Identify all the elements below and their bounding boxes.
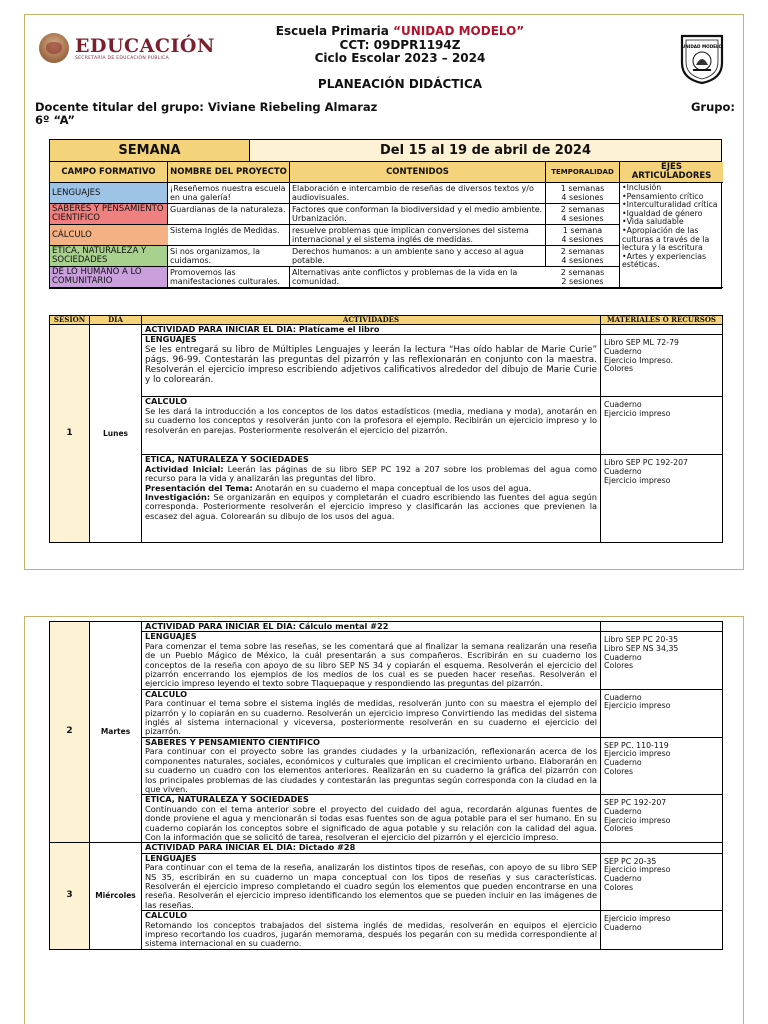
group-value: 6º “A” [35, 113, 75, 127]
materials-cell: SEP PC. 110-119 Ejercicio impreso Cuaderno Colores [601, 737, 723, 794]
activity-block [142, 632, 601, 689]
contenido-cell: Derechos humanos: a un ambiente sano y acceso al agua potable. [290, 246, 546, 267]
subject-title: CALCULO [145, 910, 188, 921]
temporalidad-cell: 2 semanas 2 sesiones [546, 267, 620, 288]
week-dates: Del 15 al 19 de abril de 2024 [250, 140, 721, 161]
activity-text: Para comenzar el tema sobre las reseñas, se les comentará que al finalizar la semana realizarán una reseña de un Pueblo Mágico de México, la cuál presentarán a sus compañeros. Escribirán en su cuaderno los conceptos de la reseña con apoyo de su libro SEP NS 34 y copiarán el esquema. Resolverán el ejercicio del pizarrón encerrando los ejemplos de los medios de los cual es se pueden hacer reseñas. Resolverán el ejercicio impreso leyendo el texto sobre Tlaquepaque y respondiendo las preguntas del pizarrón. [145, 640, 597, 689]
header-sesion: SESIÓN [50, 316, 90, 325]
subject-title: CALCULO [145, 688, 188, 699]
subject-title: ETICA, NATURALEZA Y SOCIEDADES [145, 794, 309, 805]
activity-text: Actividad Inicial: Leerán las páginas de su libro SEP PC 192 a 207 sobre los problemas del agua como recurso para la vida y analizarán las preguntas del libro. [145, 463, 597, 484]
eje-item: • Igualdad de género [622, 210, 721, 219]
proyecto-cell: Sistema Inglés de Medidas. [168, 225, 290, 246]
activity-text: Continuando con el tema anterior sobre el proyecto del cuidado del agua, recordarán algunas fuentes de donde proviene el agua y mencionarán si todas esas fuentes son de agua potable para el ser humano. En su cuaderno copiarán los conceptos sobre el significado de agua potable y su relación con la calidad del agua. Con la información que se solicitó de tarea, resolveran el ejercicio del pizarrón y el ejercicio impreso. [145, 803, 597, 842]
activity-text: Investigación: Se organizarán en equipos y completarán el cuadro escribiendo las fuentes del agua según corresponda. Posteriormente resolverán el ejercicio impreso y clasificarán las acciones que previenen la escasez del agua. Colorearán su dibujo de los usos del agua. [145, 492, 597, 521]
materials-cell [601, 325, 723, 335]
temporalidad-cell: 2 semanas 4 sesiones [546, 204, 620, 225]
week-label: SEMANA [50, 140, 250, 161]
campo-saberes: SABERES Y PENSAMIENTO CIENTIFICO [50, 204, 168, 225]
header-materiales: MATERIALES O RECURSOS [601, 316, 723, 325]
materials-cell [601, 843, 723, 853]
plan-title: PLANEACIÓN DIDÁCTICA [317, 76, 483, 91]
materials-cell: SEP PC 20-35 Ejercicio impreso Cuaderno Colores [601, 853, 723, 910]
materials-cell: Ejercicio impreso Cuaderno [601, 911, 723, 950]
materials-cell: Libro SEP PC 192-207 Cuaderno Ejercicio impreso [601, 455, 723, 543]
subject-title: ETICA, NATURALEZA Y SOCIEDADES [145, 454, 309, 465]
document-page-2 [24, 616, 744, 1024]
activity-text: Para continuar con el proyecto sobre las grandes ciudades y la urbanización, reflexionarán acerca de los componentes naturales, sociales, económicos y culturales que implican el crecimiento urbano. Elaborarán en su cuaderno un cuadro con los elementos anteriores. Realizarán en su cuaderno la gráfica del pizarrón con los principales problemas de las ciudades y contestarán las preguntas según corresponda con la ciudad en la que viven. [145, 746, 597, 794]
activity-block [142, 911, 601, 950]
subject-title: CALCULO [145, 396, 188, 407]
eje-item: • Inclusión [622, 184, 721, 193]
materials-cell: Libro SEP PC 20-35 Libro SEP NS 34,35 Cuaderno Colores [601, 632, 723, 689]
activity-block [142, 335, 601, 397]
activities-table-day2 [49, 621, 723, 950]
document-page-1 [24, 14, 744, 570]
activity-block [142, 853, 601, 910]
summary-table [49, 139, 722, 289]
header-ejes: EJES ARTICULADORES [620, 162, 723, 183]
materials-cell: Libro SEP ML 72-79 Cuaderno Ejercicio Impreso. Colores [601, 335, 723, 397]
contenido-cell: Factores que conforman la biodiversidad y el medio ambiente. Urbanización. [290, 204, 546, 225]
activity-text: Presentación del Tema: Anotarán en su cuaderno el mapa conceptual de los usos del agua. [145, 482, 532, 493]
teacher-line [35, 101, 735, 127]
start-activity: ACTIVIDAD PARA INICIAR EL DIA: Platícame el libro [142, 325, 601, 335]
school-crest-icon [679, 33, 725, 85]
proyecto-cell: Si nos organizamos, la cuidamos. [168, 246, 290, 267]
group-label: Grupo: [690, 100, 735, 114]
materials-cell: SEP PC 192-207 Cuaderno Ejercicio impreso Colores [601, 795, 723, 843]
proyecto-cell: ¡Reseñemos nuestra escuela en una galería! [168, 183, 290, 204]
eje-item: • Interculturalidad crítica [622, 201, 721, 210]
campo-humano: DE LO HUMANO A LO COMUNITARIO [50, 267, 168, 288]
day-name: Martes [90, 622, 142, 843]
subject-title: SABERES Y PENSAMIENTO CIENTIFICO [145, 736, 320, 747]
proyecto-cell: Guardianas de la naturaleza. [168, 204, 290, 225]
subject-title: LENGUAJES [145, 631, 197, 642]
ejes-articuladores-list [620, 183, 723, 288]
activity-text: Retomando los conceptos trabajados del sistema inglés de medidas, resolverán en equipos el ejercicio impreso recortando los cuadros, jugarán memorama, después los pegarán con su medida correspondiente al sistema internacional en su cuaderno. [145, 919, 597, 949]
activity-text: Se les entregará su libro de Múltiples Lenguajes y leerán la lectura “Has oído hablar de Marie Curie” págs. 96-99. Contestarán las preguntas del pizarrón y las reflexionarán en conjunto con la maestra. Resolverán el ejercicio impreso escribiendo adjetivos calificativos alrededor del dibujo de Marie Curie y lo colorearán. [145, 344, 597, 386]
activity-block [142, 795, 601, 843]
activity-block [142, 737, 601, 794]
activity-block [142, 689, 601, 737]
session-number: 1 [50, 325, 90, 543]
school-prefix: Escuela Primaria [275, 24, 389, 38]
contenido-cell: resuelve problemas que implican conversiones del sistema internacional y el sistema inglés de medidas. [290, 225, 546, 246]
school-cycle: Ciclo Escolar 2023 – 2024 [314, 51, 486, 65]
campo-etica: ETICA, NATURALEZA Y SOCIEDADES [50, 246, 168, 267]
header-temporalidad: TEMPORALIDAD [546, 162, 620, 183]
temporalidad-cell: 1 semanas 4 sesiones [546, 183, 620, 204]
eje-item: • Vida saludable [622, 218, 721, 227]
teacher-name: Docente titular del grupo: Viviane Riebeling Almaraz [35, 100, 378, 114]
school-header [235, 25, 565, 91]
subject-title: LENGUAJES [145, 334, 197, 345]
campo-calculo: CÁLCULO [50, 225, 168, 246]
subject-title: LENGUAJES [145, 852, 197, 863]
crest-label: UNIDAD MODELO [681, 44, 723, 49]
header-campo: CAMPO FORMATIVO [50, 162, 168, 183]
header-actividades: ACTIVIDADES [142, 316, 601, 325]
eagle-emblem-icon [39, 33, 69, 63]
materials-cell: Cuaderno Ejercicio impreso [601, 689, 723, 737]
activity-text: Para continuar el tema sobre el sistema inglés de medidas, resolverán junto con su maestra el ejemplo del pizarrón y lo copiarán en su cuaderno. Resolverán un ejercicio impreso Convirtiendo las medidas del sistema inglés al sistema internacional y viceversa, posteriormente resolverán en su cuaderno el ejercicio del pizarrón. [145, 698, 597, 737]
materials-cell: Cuaderno Ejercicio impreso [601, 397, 723, 455]
temporalidad-cell: 1 semana 4 sesiones [546, 225, 620, 246]
header-contenidos: CONTENIDOS [290, 162, 546, 183]
eje-item: • Artes y experiencias estéticas. [622, 253, 721, 270]
activity-block [142, 397, 601, 455]
activity-text: Para continuar con el tema de la reseña, analizarán los distintos tipos de reseñas, con apoyo de su libro SEP NS 35, escribirán en su cuaderno un mapa conceptual con los tipos de reseñas y sus características. Resolverán el ejercicio impreso completando el cuadro según los elementos que pueden encontrarse en una reseña. Resolverán el ejercicio impreso identificando los elementos que se pueden incluir en las imágenes de las reseñas. [145, 862, 597, 910]
activities-table-day1 [49, 315, 723, 543]
start-activity: ACTIVIDAD PARA INICIAR EL DIA: Cálculo mental #22 [142, 622, 601, 632]
eje-item: • Pensamiento crítico [622, 193, 721, 202]
contenido-cell: Alternativas ante conflictos y problemas de la vida en la comunidad. [290, 267, 546, 288]
temporalidad-cell: 2 semanas 4 sesiones [546, 246, 620, 267]
proyecto-cell: Promovemos las manifestaciones culturales. [168, 267, 290, 288]
activity-text: Se les dará la introducción a los conceptos de los datos estadísticos (media, mediana y moda), anotarán en su cuaderno los conceptos y resolverán junto con la profesora el ejemplo. Recibirán un ejercicio impreso y lo resolverán en parejas. Posteriormente resolverán el ejercicio del pizarrón. [145, 405, 597, 435]
cct-code: CCT: 09DPR1194Z [339, 37, 461, 52]
sep-logo [39, 33, 215, 63]
header-dia: DIA [90, 316, 142, 325]
activity-block [142, 455, 601, 543]
school-name: “UNIDAD MODELO” [393, 24, 525, 38]
logo-title: EDUCACIÓN [75, 34, 215, 57]
contenido-cell: Elaboración e intercambio de reseñas de diversos textos y/o audiovisuales. [290, 183, 546, 204]
session-number: 2 [50, 622, 90, 843]
eje-item: • Apropiación de las culturas a través de la lectura y la escritura [622, 227, 721, 253]
day-name: Miércoles [90, 843, 142, 949]
day-name: Lunes [90, 325, 142, 543]
start-activity: ACTIVIDAD PARA INICIAR EL DIA: Dictado #28 [142, 843, 601, 853]
logo-subtitle: SECRETARÍA DE EDUCACIÓN PÚBLICA [75, 55, 169, 61]
campo-lenguajes: LENGUAJES [50, 183, 168, 204]
header-proyecto: NOMBRE DEL PROYECTO [168, 162, 290, 183]
session-number: 3 [50, 843, 90, 949]
materials-cell [601, 622, 723, 632]
